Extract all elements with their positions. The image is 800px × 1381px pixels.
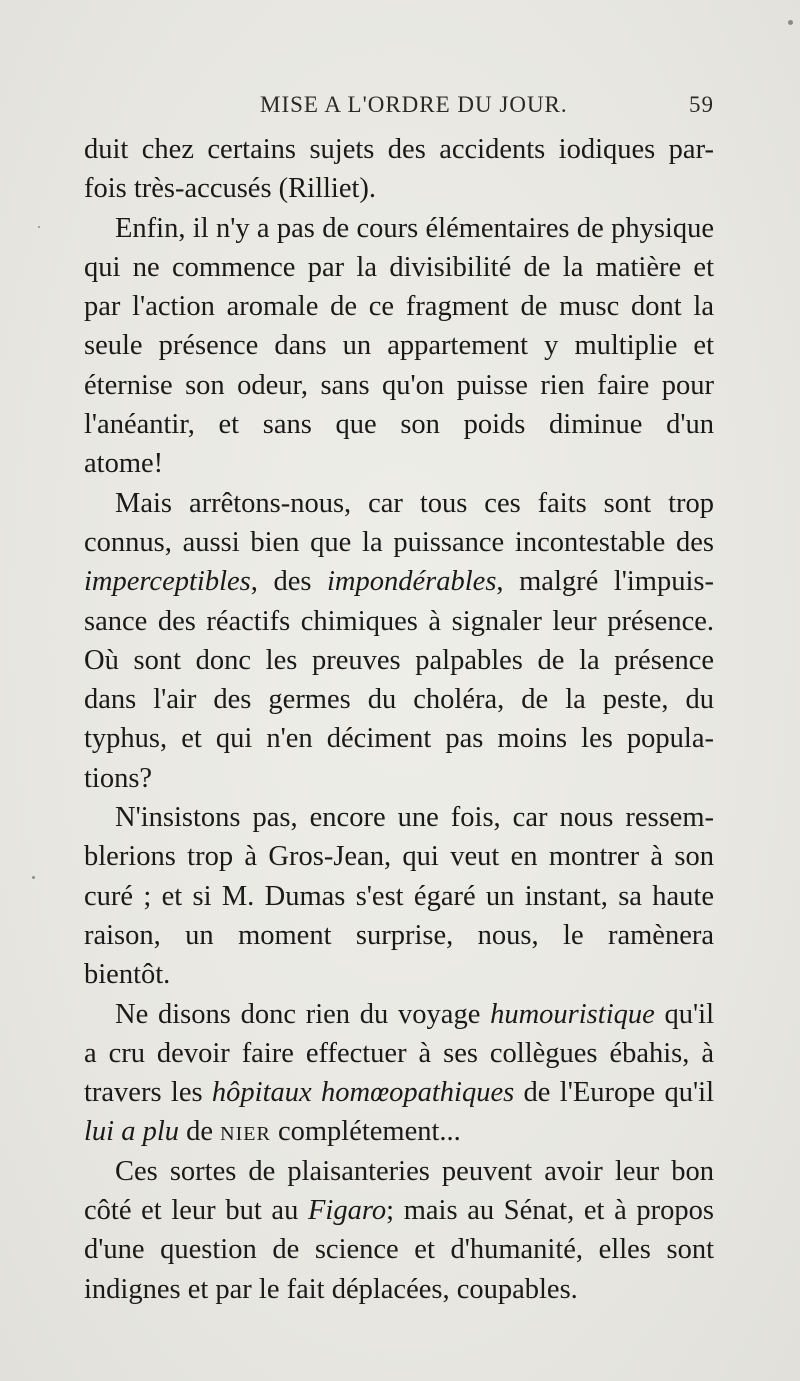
text-line: typhus, et qui n'en déciment pas moins les popula- bbox=[84, 723, 714, 755]
text-line: connus, aussi bien que la puissance incontestable des bbox=[84, 526, 714, 558]
text-line: tions? bbox=[84, 762, 153, 794]
page-number: 59 bbox=[689, 92, 714, 117]
italic-phrase: impondérables bbox=[327, 566, 497, 598]
body-text bbox=[84, 130, 714, 1309]
text-line: travers les hôpitaux homœopathiques de l'Europe qu'il bbox=[84, 1077, 714, 1109]
text-line: dans l'air des germes du choléra, de la peste, du bbox=[84, 684, 714, 716]
paper-speck bbox=[38, 226, 40, 228]
small-caps-word: nier bbox=[220, 1116, 271, 1148]
text-line: fois très-accusés (Rilliet). bbox=[84, 173, 377, 205]
text-line: raison, un moment surprise, nous, le ramènera bbox=[84, 919, 714, 951]
text-line: blerions trop à Gros-Jean, qui veut en montrer à son bbox=[84, 841, 714, 873]
text-line: l'anéantir, et sans que son poids diminue d'un bbox=[84, 409, 714, 441]
italic-phrase: imperceptibles bbox=[84, 566, 251, 598]
paper-speck bbox=[32, 876, 35, 879]
text-line: lui a plu de nier complétement... bbox=[84, 1116, 461, 1148]
text-line: Où sont donc les preuves palpables de la présence bbox=[84, 644, 714, 676]
text-line: par l'action aromale de ce fragment de musc dont la bbox=[84, 291, 714, 323]
text-line: d'une question de science et d'humanité, elles sont bbox=[84, 1234, 714, 1266]
text-line: côté et leur but au Figaro; mais au Sénat, et à propos bbox=[84, 1195, 715, 1227]
text-line: Ne disons donc rien du voyage humouristique qu'il bbox=[115, 998, 714, 1030]
text-line: indignes et par le fait déplacées, coupables. bbox=[84, 1273, 578, 1305]
text-line: atome! bbox=[84, 448, 164, 480]
paper-speck bbox=[788, 20, 793, 25]
text-line: duit chez certains sujets des accidents iodiques par- bbox=[84, 134, 714, 165]
running-head-title: MISE A L'ORDRE DU JOUR. bbox=[260, 92, 568, 117]
text-line: curé ; et si M. Dumas s'est égaré un instant, sa haute bbox=[84, 880, 714, 912]
text-line: qui ne commence par la divisibilité de la matière et bbox=[84, 251, 714, 283]
italic-phrase: Figaro bbox=[308, 1195, 387, 1227]
text-line: bientôt. bbox=[84, 959, 171, 991]
text-line: Enfin, il n'y a pas de cours élémentaires de physique bbox=[115, 212, 714, 244]
italic-phrase: hôpitaux homœopathiques bbox=[211, 1077, 515, 1109]
text-line: N'insistons pas, encore une fois, car nous ressem- bbox=[115, 802, 714, 834]
text-line: imperceptibles, des impondérables, malgré l'impuis- bbox=[84, 566, 714, 598]
text-line: seule présence dans un appartement y multiplie et bbox=[84, 330, 714, 362]
italic-phrase: lui a plu bbox=[84, 1116, 180, 1148]
text-line: Mais arrêtons-nous, car tous ces faits sont trop bbox=[115, 487, 714, 519]
text-line: éternise son odeur, sans qu'on puisse rien faire pour bbox=[84, 369, 714, 401]
text-line: Ces sortes de plaisanteries peuvent avoir leur bon bbox=[115, 1155, 714, 1187]
text-line: sance des réactifs chimiques à signaler leur présence. bbox=[84, 605, 714, 637]
text-line: a cru devoir faire effectuer à ses collègues ébahis, à bbox=[84, 1037, 714, 1069]
italic-phrase: humouristique bbox=[490, 998, 655, 1030]
running-head bbox=[84, 92, 714, 122]
